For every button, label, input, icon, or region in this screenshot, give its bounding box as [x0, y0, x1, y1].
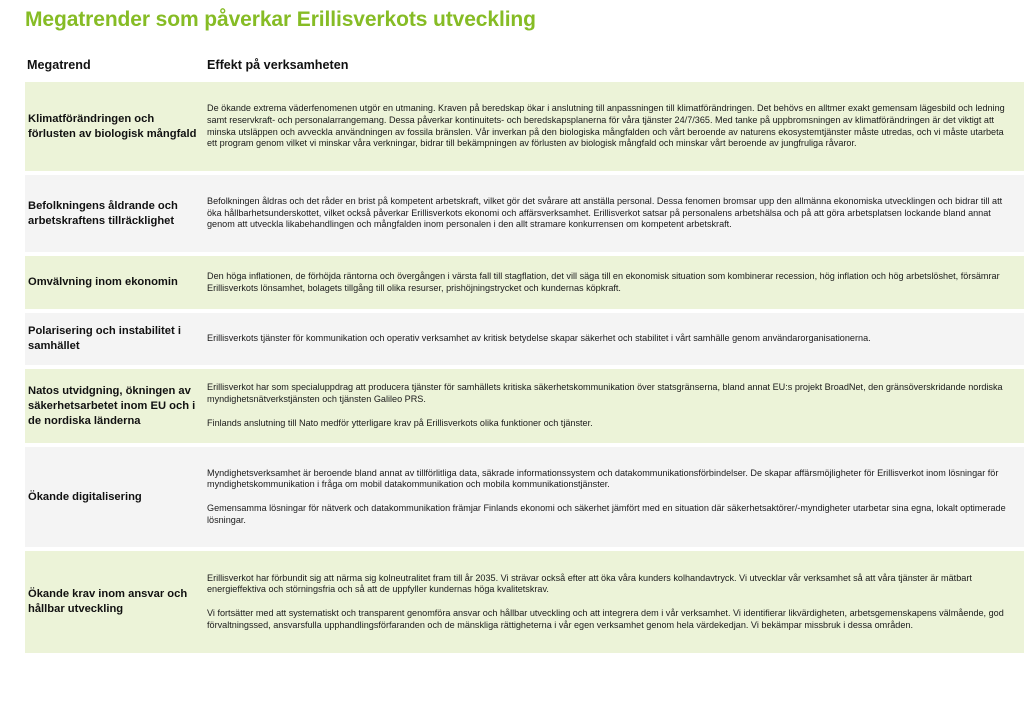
effect-paragraph: Gemensamma lösningar för nätverk och datakommunikation främjar Finlands ekonomi och säkerhet jämfört med en situation där säkerhetsaktörer/-myndigheter utarbetar sina egna, lokalt optimerade lösningar.	[207, 502, 1006, 525]
table-row	[25, 551, 1024, 653]
table-row	[25, 256, 1024, 309]
effect-cell	[207, 333, 1024, 345]
page-title: Megatrender som påverkar Erillisverkots utveckling	[25, 8, 536, 31]
effect-paragraph: Befolkningen åldras och det råder en brist på kompetent arbetskraft, vilket gör det svårare att anställa personal. Dessa fenomen bromsar upp den allmänna ekonomiska utvecklingen och bidrar till att öka hållbarhetsunderskottet, vilket också påverkar Erillisverkots ekonomi och affärsverksamhet. Erillisverkot satsar på personalens arbetshälsa och på att göra arbetsplatsen lockande bland annat genom att utveckla likabehandlingen och mångfalden inom personalen i den allt stramare konkurrensen om kompetent arbetskraft.	[207, 195, 1003, 230]
effect-cell	[207, 103, 1024, 150]
effect-paragraph: Den höga inflationen, de förhöjda räntorna och övergången i värsta fall till stagflation, det vill säga till en ekonomisk situation som kombinerar recession, hög inflation och hög arbetslöshet, försämrar Erillisverkots lönsamhet, bolagets tillgång till olika resurser, prishöjningstrycket och kundernas köpkraft.	[207, 270, 1000, 293]
effect-paragraph: Myndighetsverksamhet är beroende bland annat av tillförlitliga data, säkrade informationssystem och datakommunikationsförbindelser. De skapar affärsmöjligheter för Erillisverkot inom lösningar för myndighetskommunikation i fråga om mobil datakommunikation och mobila kommunikationstjänster.	[207, 467, 999, 490]
megatrend-cell: Polarisering och instabilitet i samhället	[28, 325, 181, 352]
megatrend-cell: Omvälvning inom ekonomin	[28, 276, 178, 288]
megatrend-cell: Befolkningens åldrande och arbetskraftens tillräcklighet	[28, 199, 178, 227]
table-row	[25, 369, 1024, 443]
table-row	[25, 175, 1024, 252]
effect-paragraph: Finlands anslutning till Nato medför ytterligare krav på Erillisverkots olika funktioner och tjänster.	[207, 417, 593, 428]
effect-paragraph: Erillisverkot har förbundit sig att närma sig kolneutralitet fram till år 2035. Vi strävar också efter att öka våra kunders kolhandavtryck. Vi utvecklar vår verksamhet så att våra tjänster är mätbart energieffektiva och störningsfria och så att de uppfyller kundernas höga kvalitetskrav.	[207, 572, 972, 595]
effect-paragraph: Vi fortsätter med att systematiskt och transparent genomföra ansvar och hållbar utveckling och att integrera dem i vår verksamhet. Vi identifierar likvärdigheten, arbetsgemenskapens välmående, god förvaltningssed, ansvarsfulla upphandlingsförfaranden och de mänskliga rättigheterna i vår egen verksamhet genom hela värdekedjan. Vi bekämpar missbruk i dessa områden.	[207, 607, 1004, 630]
effect-paragraph: De ökande extrema väderfenomenen utgör en utmaning. Kraven på beredskap ökar i anslutning till anpassningen till klimatförändringen. Det behövs en alltmer exakt gemensam lägesbild och ledning samt reservkraft- och personalarrangemang. Dessa påverkar kontinuitets- och beredskapsplanerna för våra tjänster 24/7/365. Med tanke på uppbromsningen av klimatförändringen är det viktigt att minska utsläppen och avveckla användningen av fossila bränslen. Vår inverkan på den biologiska mångfalden och vårt beroende av naturens ekosystemtjänster måste utredas, och vi måste utarbeta ett program genom vilket vi minskar våra verkningar, bidrar till bekämpningen av förlusten av biologisk mångfald och minskar vårt beroende av jungfruliga råvaror.	[207, 102, 1005, 149]
table-row	[25, 82, 1024, 171]
effect-cell	[207, 573, 1024, 632]
effect-cell	[207, 382, 1024, 429]
table-row	[25, 313, 1024, 365]
effect-cell	[207, 196, 1024, 231]
megatrend-table	[25, 82, 1024, 657]
table-row	[25, 447, 1024, 547]
megatrend-cell: Ökande digitalisering	[28, 490, 142, 503]
effect-paragraph: Erillisverkots tjänster för kommunikation och operativ verksamhet av kritisk betydelse skapar säkerhet och stabilitet i vårt samhälle genom användarorganisationerna.	[207, 333, 871, 344]
effect-cell	[207, 271, 1024, 295]
effect-cell	[207, 468, 1024, 527]
effect-paragraph: Erillisverkot har som specialuppdrag att producera tjänster för samhällets kritiska säkerhetskommunikation över statsgränserna, bland annat EU:s projekt BroadNet, den gränsöverskridande nordiska myndighetsnätverkstjänsten och tjänsten Galileo PRS.	[207, 382, 1003, 405]
header-effect: Effekt på verksamheten	[207, 58, 349, 72]
table-header	[25, 58, 1024, 78]
megatrend-cell: Natos utvidgning, ökningen av säkerhetsarbetet inom EU och i de nordiska länderna	[28, 384, 196, 427]
megatrend-cell: Klimatförändringen och förlusten av biologisk mångfald	[28, 112, 197, 140]
header-megatrend: Megatrend	[27, 58, 91, 72]
megatrend-cell: Ökande krav inom ansvar och hållbar utveckling	[28, 588, 188, 615]
